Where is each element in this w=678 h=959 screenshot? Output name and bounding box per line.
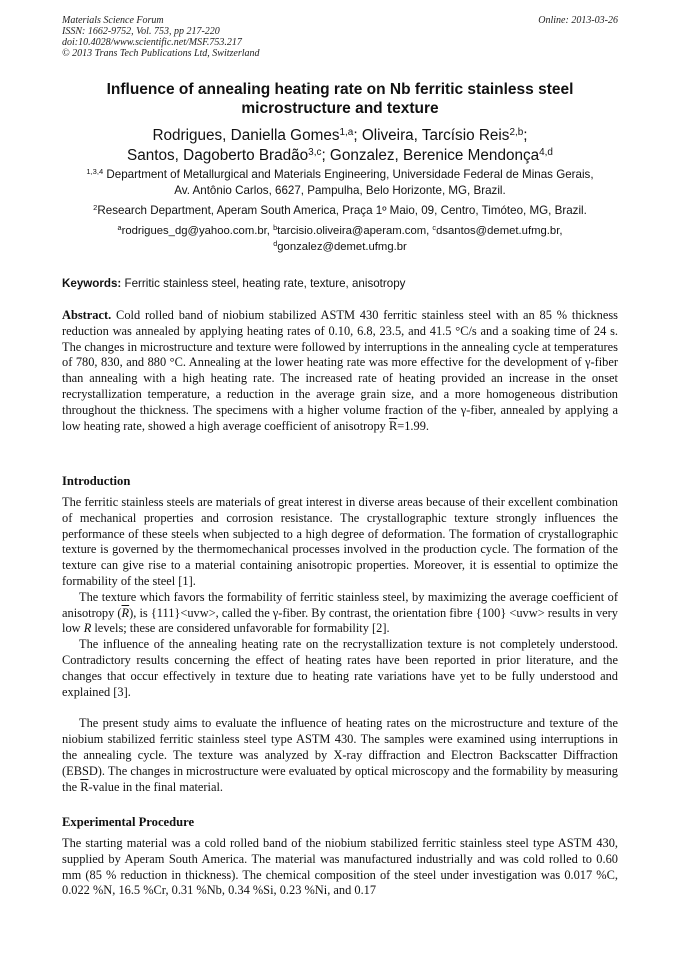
abstract-label: Abstract. [62, 308, 112, 322]
email: tarcisio.oliveira@aperam.com, [277, 225, 433, 237]
abstract-end: =1.99. [397, 418, 430, 433]
journal-name: Materials Science Forum [62, 15, 164, 26]
introduction-body [62, 495, 618, 795]
introduction-heading: Introduction [62, 474, 131, 488]
intro-p4-text: The present study aims to evaluate the influence of heating rates on the microstructure and texture of the niobium stabilized ferritic stainless steel type ASTM 430. The samples were examined using interruptions in the annealing cycle. The texture was analyzed by X-ray diffraction and Electron Backscatter Diffraction (EBSD). The changes in microstructure were evaluated by optical microscopy and the formability by measuring the [62, 716, 618, 794]
email: gonzalez@demet.ufmg.br [277, 241, 407, 253]
email-sup: d [273, 239, 278, 249]
affiliation-sup: 2 [93, 203, 98, 213]
author-sup: 3,c [308, 147, 322, 159]
author-sup: 2,b [509, 127, 524, 139]
affiliation-sup: 1,3,4 [86, 167, 104, 177]
author-line-1 [62, 126, 618, 146]
affiliation-text: Department of Metallurgical and Materials Engineering, Universidade Federal de Minas Gerais, [103, 168, 594, 181]
affiliation-1 [62, 167, 618, 199]
affiliation-1-line-1 [62, 167, 618, 183]
r-bar-symbol: $\overline{R}$ [80, 779, 89, 794]
experimental-heading: Experimental Procedure [62, 815, 195, 829]
intro-paragraph-1: The ferritic stainless steels are materials of great interest in diverse areas because of their excellent combination of mechanical properties and corrosion resistance. The crystallographic texture strongly influences the performance of these steels when subjected to a high degree of deformation. The formation of crystallographic texture is governed by the thermomechanical processes involved in the production cycle. The formation of the texture can give rise to a material containing anisotropic properties. Moreover, it is essential to optimize the formability of the steel [1]. [62, 495, 618, 588]
keywords [62, 276, 618, 291]
affiliation-1-line-2: Av. Antônio Carlos, 6627, Pampulha, Belo Horizonte, MG, Brazil. [174, 184, 506, 197]
journal-header [62, 15, 618, 59]
r-bar-symbol: $\overline{R}$ [121, 605, 130, 620]
keywords-label: Keywords: [62, 277, 122, 290]
intro-p2-text: ), is {111}<uvw>, called the γ-fiber. By contrast, the orientation fibre {100} <uvw> results in very low [62, 605, 618, 636]
intro-paragraph-3: The influence of the annealing heating rate on the recrystallization texture is not completely understood. Contradictory results concerning the effect of heating rates have been reported in prior literature, and the changes that occur effectively in texture due to heating rate variations have yet to be fully understood and explained [3]. [62, 637, 618, 699]
author-sup: 4,d [539, 147, 553, 159]
affiliation-text: Research Department, Aperam South America, Praça 1º Maio, 09, Centro, Timóteo, MG, Brazil. [97, 204, 587, 217]
journal-doi: doi:10.4028/www.scientific.net/MSF.753.217 [62, 37, 242, 48]
author-line-2 [62, 146, 618, 166]
experimental-body: The starting material was a cold rolled band of the niobium stabilized ferritic stainless steel type ASTM 430, supplied by Aperam South America. The material was manufactured industrially and was cold rolled to 0.60 mm (85 % reduction in thickness). The chemical composition of the steel under investigation was 0.017 %C, 0.022 %N, 16.5 %Cr, 0.31 %Nb, 0.34 %Si, 0.23 %Ni, and 0.17 [62, 836, 618, 898]
author-name: Santos, Dagoberto Bradão [127, 147, 309, 164]
author-emails [62, 223, 618, 255]
affiliation-2 [62, 203, 618, 219]
email-sup: c [432, 223, 437, 233]
author-sup: 1,a [339, 127, 354, 139]
intro-p2-text: levels; these are considered unfavorable for formability [2]. [91, 621, 390, 636]
author-name: Rodrigues, Daniella Gomes [152, 127, 340, 144]
journal-issn: ISSN: 1662-9752, Vol. 753, pp 217-220 [62, 26, 220, 37]
online-date: Online: 2013-03-26 [538, 15, 618, 26]
paper-title [62, 80, 618, 118]
intro-p4-text: -value in the final material. [88, 779, 224, 794]
email-sup: b [273, 223, 278, 233]
author-name: ; Oliveira, Tarcísio Reis [353, 127, 510, 144]
intro-p2-text: The texture which favors the formability of ferritic stainless steel, by maximizing the average coefficient of anisotropy ( [62, 589, 618, 620]
author-list [62, 126, 618, 166]
title-line-1: Influence of annealing heating rate on Nb ferritic stainless steel [106, 81, 574, 98]
r-bar-symbol: $\overline{R}$ [388, 418, 398, 433]
intro-paragraph-4 [62, 716, 618, 795]
abstract [62, 308, 618, 434]
email: dsantos@demet.ufmg.br, [436, 225, 563, 237]
email: rodrigues_dg@yahoo.com.br, [121, 225, 274, 237]
email-line-2 [62, 239, 618, 255]
author-name: ; Gonzalez, Berenice Mendonça [321, 147, 540, 164]
journal-copyright: © 2013 Trans Tech Publications Ltd, Switzerland [62, 48, 260, 59]
intro-paragraph-2 [62, 590, 618, 637]
abstract-text: Cold rolled band of niobium stabilized ASTM 430 ferritic stainless steel with an 85 % thickness reduction was annealed by applying heating rates of 0.10, 6.8, 23.5, and 41.5 °C/s and a soaking time of 24 s. The changes in microstructure and texture were followed by interruptions in the annealing cycle at temperatures of 780, 830, and 880 °C. Annealing at the lower heating rate was more effective for the development of γ-fiber than annealing with a high heating rate. The increased rate of heating provided an increase in the onset recrystallization temperature, a reduction in the average grain size, and a more homogeneous distribution throughout the thickness. The specimens with a higher volume fraction of the γ-fiber, annealed by applying a low heating rate, showed a high average coefficient of anisotropy [62, 308, 618, 433]
r-symbol: R [83, 621, 92, 636]
email-sup: a [117, 223, 122, 233]
keywords-text: Ferritic stainless steel, heating rate, texture, anisotropy [121, 277, 406, 290]
email-line-1 [62, 223, 618, 239]
title-line-2: microstructure and texture [241, 100, 439, 117]
author-separator: ; [523, 127, 528, 144]
